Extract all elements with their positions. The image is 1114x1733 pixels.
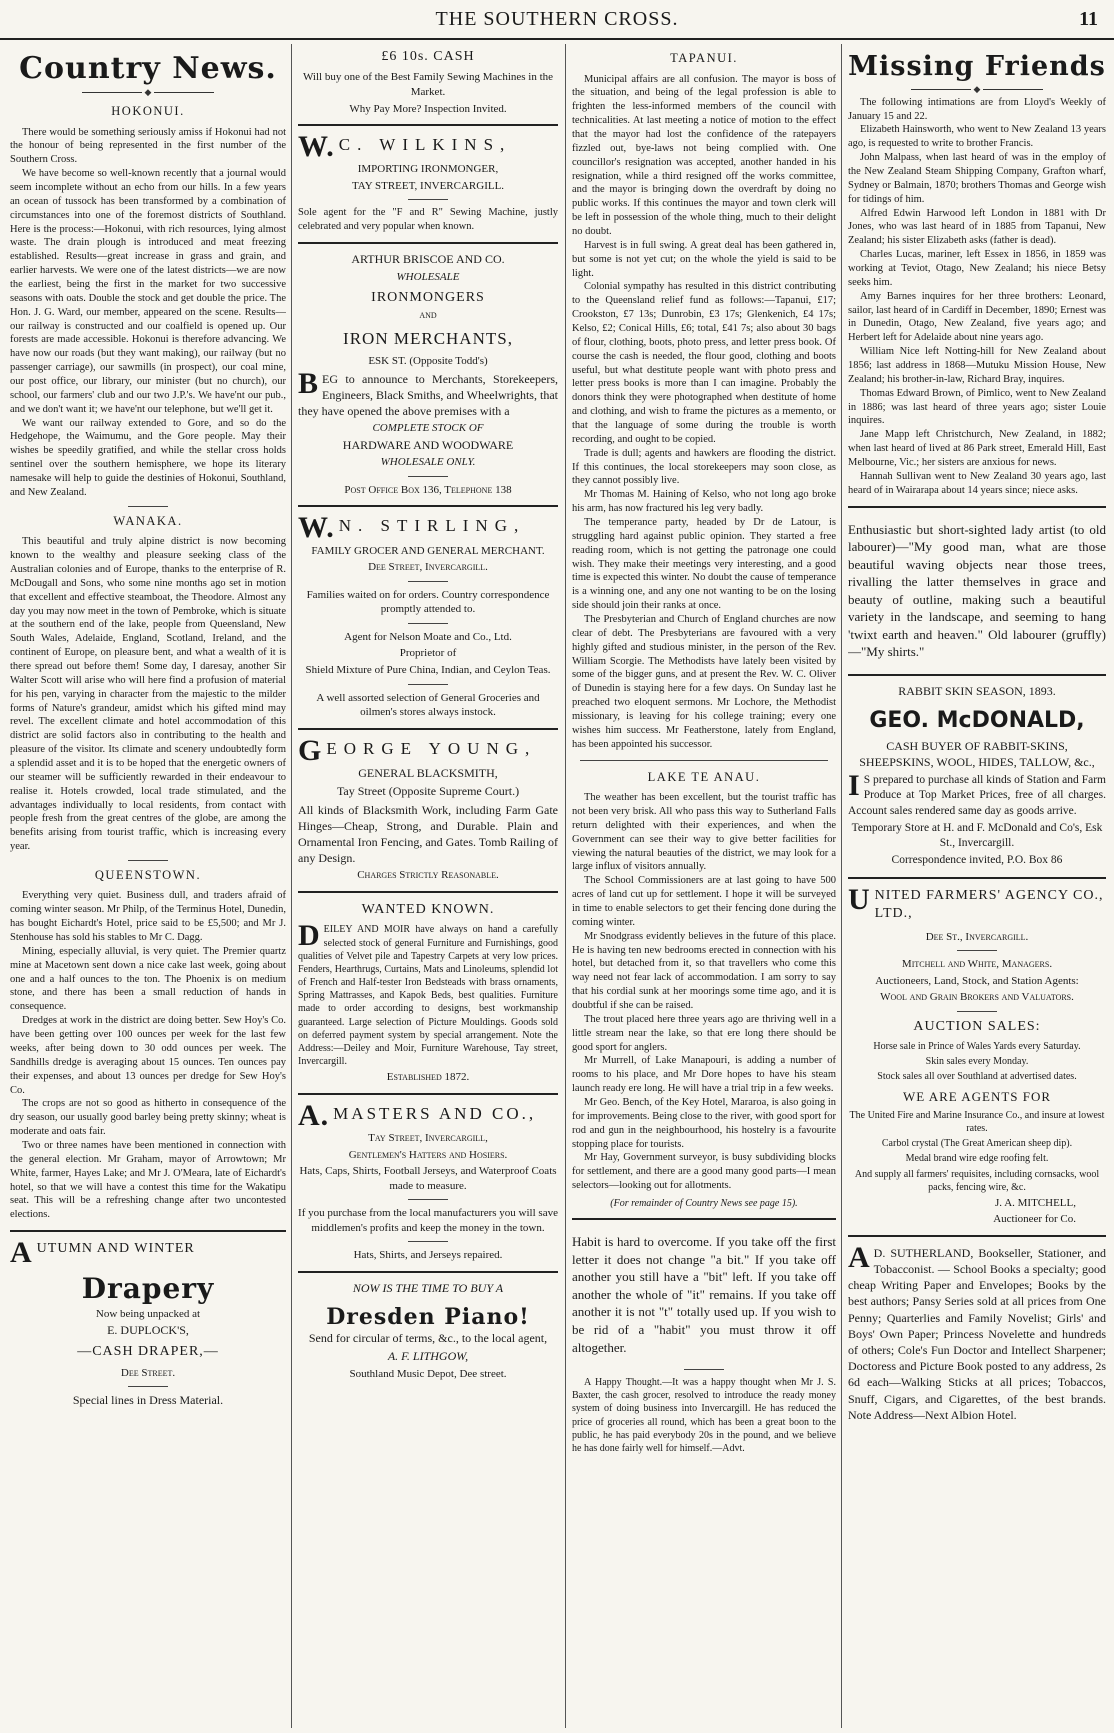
ad-text: Medal brand wire edge roofing felt. — [905, 1153, 1049, 1165]
ad-text: Correspondence invited, P.O. Box 86 — [891, 854, 1063, 867]
ad-trade: GENERAL BLACKSMITH, — [358, 765, 498, 780]
section-title-tapanui: TAPANUI. — [670, 51, 738, 65]
drop-cap: G — [298, 733, 323, 767]
advertorial-paragraph: A Happy Thought.—It was a happy thought when Mr J. S. Baxter, the cash grocer, resolved to introduce the ready money system of doing business into Invercargill. He has reduced the price of groceries all round, which has been a great boon to the public, he has paid everybody 20s in the pound, and we believe he has done fairly well for himself.—Advt. — [572, 1377, 836, 1454]
article-paragraph: Municipal affairs are all confusion. The mayor is boss of the situation, and being of the legal profession is able to frighten the less-informed members of the council with technicalities. At last meeting a notice of motion to the effect that the mayor had lost the confidence of the ratepayers fizzled out, bye-laws not being complied with. One councillor's resignation was accepted, another handed in his resignation, while a third resigned off the works committee, and the mayor is bringing down the overdraft by doing no public works. If this continues the mayor and town clerk will be left in possession of the whole thing, much to their delight no doubt. — [572, 73, 836, 237]
ad-text: All kinds of Blacksmith Work, including Farm Gate Hinges—Cheap, Strong, and Durable. Plain and Ornamental Iron Fencing, and Gates. Tomb Railing of any Design. — [298, 802, 558, 866]
drop-cap: U — [848, 882, 871, 916]
ad-trade: —CASH DRAPER,— — [77, 1344, 219, 1360]
missing-item: William Nice left Notting-hill for New Zealand about 1856; last address in 1868—Mutuku Mission House, New Zealand; his brother-in-law, Richard Bray, inquires. — [848, 346, 1106, 385]
article-paragraph: Mining, especially alluvial, is very quiet. The Premier quartz mine at Macetown sent down a nice cake last week, going about one and a half ounces to the ton. The Phoenix is on medium stone, and there has been a small reduction of hands in consequence. — [10, 945, 286, 1013]
missing-item: Elizabeth Hainsworth, who went to New Zealand 13 years ago, is requested to write to brother Francis. — [848, 124, 1106, 150]
ad-headline: NOW IS THE TIME TO BUY A — [352, 1280, 504, 1295]
ad-text: Will buy one of the Best Family Sewing Machines in the Market. — [302, 71, 554, 98]
ad-text: Horse sale in Prince of Wales Yards every Saturday. — [873, 1041, 1081, 1053]
ad-trade: FAMILY GROCER AND GENERAL MERCHANT. — [311, 544, 545, 557]
divider — [298, 124, 558, 126]
divider — [408, 199, 448, 200]
ad-trade: Gentlemen's Hatters and Hosiers. — [348, 1148, 508, 1161]
section-title-wanaka: WANAKA. — [113, 513, 183, 528]
missing-item: Charles Lucas, mariner, left Essex in 1856, in 1859 was working at Teviot, Otago, New Zealand; his niece Betsy seeks him. — [848, 249, 1106, 288]
divider — [580, 760, 828, 761]
drop-cap: D — [298, 919, 320, 953]
divider — [957, 950, 997, 951]
divider — [684, 1369, 724, 1370]
briscoe-advert — [298, 252, 558, 497]
column-4 — [848, 44, 1106, 1728]
article-paragraph: The weather has been excellent, but the tourist traffic has not been very brisk. All who pass this way to Sutherland Falls return delighted with their experiences, and when the Government can see their way to give better facilities for viewing the natural beauties of the district, we may look for a large influx of visitors annually. — [572, 792, 836, 873]
ornament-divider: ◆ — [10, 87, 286, 97]
ad-name: GEO. McDONALD, — [869, 707, 1085, 733]
divider — [408, 581, 448, 582]
ad-text: Carbol crystal (The Great American sheep dip). — [881, 1138, 1073, 1150]
article-paragraph: We have become so well-known recently that a journal would seem incomplete without an echo from our hills. In a few years an ocean of tussock has been transformed by a combination of circumstances into one of the foremost districts of Southland. Here is the process:—Hokonui, with rich resources, lying almost waste. The drain plough is introduced and meat freezing established. Results—great increase in grass and grain, and earlier harvests. We were one of the latest districts—we are now the earliest, being the first in the market for two successive seasons with oats. Double the stock and get double the price. The Hon. J. G. Ward, our member, appeared on the scene. Results—our railway is constructed and our coalfield is opened up. Our forests are made accessible. Hokonui is therefore advancing. We have now our roads (but they want making), our railway (but no passenger carriage), our sawmills (in prospect), our coal mine, our post office, our library, our minister (but no church), our school, our farmers' club and our two J.P.'s. We have'nt our pub., and we don't want it; we have'nt our telephone, but we'll get it. — [10, 168, 286, 415]
drop-cap: W. — [298, 130, 335, 164]
country-news-heading: Country News. — [19, 51, 277, 86]
ad-street: TAY STREET, INVERCARGILL. — [351, 179, 505, 192]
ad-text: WHOLESALE — [396, 271, 460, 284]
ad-text: COMPLETE STOCK OF — [372, 422, 484, 435]
divider — [128, 1386, 168, 1387]
ad-text: Hats, Caps, Shirts, Football Jerseys, and Waterproof Coats made to measure. — [299, 1165, 557, 1192]
article-paragraph: Mr Murrell, of Lake Manapouri, is adding a number of rooms to his place, and Mr Dore hopes to have his steam launch ready ere long. He will have a trial trip in a few weeks. — [572, 1055, 836, 1095]
divider — [408, 684, 448, 685]
ad-text: Temporary Store at H. and F. McDonald and Co's, Esk St., Invercargill. — [851, 822, 1103, 850]
ad-text: Special lines in Dress Material. — [72, 1393, 224, 1408]
ad-trade: IMPORTING IRONMONGER, — [357, 163, 499, 176]
ad-text: Send for circular of terms, &c., to the local agent, — [308, 1331, 548, 1345]
ad-headline — [10, 1236, 286, 1270]
divider — [298, 1271, 558, 1273]
drop-cap: A — [848, 1240, 870, 1274]
divider — [298, 242, 558, 244]
column-rule — [565, 44, 566, 1728]
ad-text: Established 1872. — [386, 1071, 470, 1084]
missing-item: Amy Barnes inquires for her three brothers: Leonard, sailor, last heard of in Cardiff in December, 1890; Ernest was in Dunedin, Otago, New Zealand, five years ago; and Herbert left for Adelaide about nine years ago. — [848, 290, 1106, 344]
ad-text: EG to announce to Merchants, Storekeepers, Engineers, Black Smiths, and Wheelwrights, that they have opened the above premises with a — [298, 371, 558, 418]
ad-text: Mitchell and White, Managers. — [901, 958, 1053, 971]
divider — [572, 1218, 836, 1220]
ad-name: MASTERS AND CO., — [333, 1103, 537, 1123]
ad-headline — [848, 882, 1106, 924]
ad-name: E. DUPLOCK'S, — [107, 1323, 189, 1338]
article-paragraph: This beautiful and truly alpine district is now becoming known to the wealthy and pleasure seeking class of the Australian colonies and of Europe, thanks to the enterprise of R. McDougall and Sons, who some nine months ago set in motion that excellent and effective steamboat, the Theodore. Almost any day you may now meet in the town of Pembroke, which is situate at the southern end of the lake, people from Queensland, New South Wales, Adelaide, England, Scotland, Ireland, and the continent of Europe, on pleasure bent, and what a wealth of it is there spread out before them! Some day, I daresay, another Sir Walter Scott will arise who will here find a profusion of material for his pen, varying in character from the majestic to the milder forms of Nature's grandeur, amidst which his gifted mind may revel. The excellent climate and hotel accommodation of this district are solid factors also in contributing to the health and pleasure of the visitor. Its climate and scenery undoubtedly form a splendid asset and it is to be hoped that the energetic owners of our steamer will be sufficiently rewarded in their endeavour to realise it. Hotels crowded, local trade stimulated, and the advantages individually to local residents, from contact with people fresh from the great centres of the globe, are among the benefits arising from tourist traffic, which is increasing every year. — [10, 536, 286, 853]
ad-street: Dee Street. — [120, 1366, 176, 1379]
ad-text: Southland Music Depot, Dee street. — [349, 1367, 507, 1380]
ad-text: The United Fire and Marine Insurance Co., and insure at lowest rates. — [849, 1109, 1105, 1134]
newspaper-title: THE SOUTHERN CROSS. — [435, 8, 679, 30]
ad-signature: Auctioneer for Co. — [993, 1213, 1076, 1226]
missing-item: Thomas Edward Brown, of Pimlico, went to New Zealand in 1886; was last heard of three years ago; sister Louie inquires. — [848, 387, 1106, 427]
ad-headline: WANTED KNOWN. — [361, 901, 495, 917]
article-paragraph: Everything very quiet. Business dull, and traders afraid of coming winter season. Mr Philp, of the Terminus Hotel, Dunedin, has bought Eichardt's Hotel, price said to be £5,500; and Mr J. Stenhouse has sold his stables to Mr C. Dagg. — [10, 890, 286, 944]
ad-name: EORGE YOUNG, — [326, 738, 537, 758]
divider — [848, 506, 1106, 508]
ad-text: Sole agent for the "F and R" Sewing Machine, justly celebrated and very popular when known. — [298, 207, 558, 233]
column-3 — [572, 44, 836, 1728]
ad-street: Dee St., Invercargill. — [925, 930, 1029, 943]
article-paragraph: The trout placed here three years ago are thriving well in a little stream near the lake, so that ere long there should be good sport for anglers. — [572, 1013, 836, 1053]
piano-advert — [298, 1281, 558, 1381]
missing-item: Jane Mapp left Christchurch, New Zealand, in 1882; when last heard of lived at 86 Park street, Emerald Hill, East Melbourne, Vic.; her sisters are anxious for news. — [848, 429, 1106, 469]
ad-body — [848, 768, 1106, 820]
ad-trade: IRONMONGERS — [371, 289, 485, 305]
article-paragraph: Trade is dull; agents and hawkers are flooding the district. If this continues, the local storekeepers may soon close, as they cannot possibly live. — [572, 447, 836, 487]
drop-cap: I — [848, 768, 860, 802]
ad-text: Skin sales every Monday. — [925, 1056, 1029, 1068]
wilkins-advert — [298, 130, 558, 234]
stirling-advert — [298, 511, 558, 719]
article-paragraph: Two or three names have been mentioned in connection with the general election. Mr Graham, mayor of Arrowtown; Mr White, farmer, Hayes Lake; and Mr J. O'Meara, late of Eichardt's hotel, so that we will have a contest this time for the Wakatipu seat. This will be a refreshing change after two uncontested elections. — [10, 1139, 286, 1221]
ad-body — [298, 366, 558, 420]
ad-subheading: WE ARE AGENTS FOR — [902, 1088, 1052, 1104]
article-paragraph: Mr Geo. Bench, of the Key Hotel, Mararoa, is also going in for improvements. Being close to the river, with good sport for rod and gun in the neighbourhood, his hostelry is a favourite stopping place for tourists. — [572, 1097, 836, 1150]
section-title-hokonui: HOKONUI. — [111, 104, 185, 118]
ad-name: N. STIRLING, — [338, 516, 526, 536]
ad-text: HARDWARE AND WOODWARE — [342, 437, 514, 452]
ad-text: EILEY AND MOIR have always on hand a carefully selected stock of general Furniture and Furnishings, good qualities of Velvet pile and Tapestry Carpets at very low prices. Fenders, Hearthrugs, Curtains, Mats and Linoleums, splendid lot of French and Half-tester Iron Bedsteads with brass ornaments, Spring Mattrasses, and Kapok Beds, best qualities. Furniture made to order according to designs, best workmanship guaranteed. Large selection of Picture Mouldings. Goods sold on deferred payment system by special arrangement. Note the Address:—Deiley and Moir, Furniture Warehouse, Tay street, Invercargill. — [298, 924, 558, 1068]
ad-text: Agent for Nelson Moate and Co., Ltd. — [344, 630, 512, 643]
divider — [298, 891, 558, 893]
continuation-note: (For remainder of Country News see page 15). — [610, 1198, 798, 1210]
ad-trade: CASH BUYER OF RABBIT-SKINS, SHEEPSKINS, WOOL, HIDES, TALLOW, &c., — [859, 738, 1095, 769]
ad-text: Hats, Shirts, and Jerseys repaired. — [353, 1249, 503, 1262]
divider — [408, 1199, 448, 1200]
article-paragraph: There would be something seriously amiss if Hokonui had not the honour of being represented in the first number of the Southern Cross. — [10, 126, 286, 166]
column-rule — [841, 44, 842, 1728]
ad-text: Wool and Grain Brokers and Valuators. — [880, 991, 1074, 1004]
drop-cap: B — [298, 366, 319, 400]
drapery-heading: Drapery — [81, 1272, 215, 1306]
ad-text: WHOLESALE ONLY. — [380, 456, 476, 469]
divider — [408, 476, 448, 477]
young-advert — [298, 733, 558, 883]
missing-item: Alfred Edwin Harwood left London in 1881 with Dr Jones, who was last heard of in 1885 from Tapanui, New Zealand; his sister Elizabeth asks (father is dead). — [848, 207, 1106, 247]
ad-street: ESK ST. (Opposite Todd's) — [368, 355, 488, 367]
ad-text: Charges Strictly Reasonable. — [357, 869, 499, 882]
ad-headline — [298, 511, 558, 545]
habit-paragraph: Habit is hard to overcome. If you take off the first letter it does not change "a bit." If you take off another you still have a "bit" left. If you take off another the whole of "it" remains. If you take off another it is not "t" totally used up. If you wish to be rid of a "habit" you must throw it off altogether. — [572, 1234, 836, 1355]
ad-text: Auctioneers, Land, Stock, and Station Agents: — [875, 974, 1079, 987]
dresden-piano-heading: Dresden Piano! — [326, 1303, 530, 1330]
sutherland-advert — [848, 1240, 1106, 1423]
article-paragraph: Harvest is in full swing. A great deal has been gathered in, but some is not yet cut; on the whole the yield is said to be light. — [572, 239, 836, 279]
article-paragraph: The School Commissioners are at last going to have 500 acres of land cut up for settlement. I hope it will be surveyed in time to enable selectors to get their fencing done during the coming winter. — [572, 875, 836, 928]
ad-text: Why Pay More? Inspection Invited. — [349, 102, 507, 115]
section-title-te-anau: LAKE TE ANAU. — [647, 769, 761, 784]
ad-headline-text: UTUMN AND WINTER — [36, 1241, 195, 1257]
mcdonald-advert — [848, 706, 1106, 869]
divider — [128, 506, 168, 507]
ad-name: C. WILKINS, — [338, 135, 512, 155]
ad-name: NITED FARMERS' AGENCY CO., LTD., — [874, 887, 1104, 922]
divider — [408, 623, 448, 624]
section-title-queenstown: QUEENSTOWN. — [94, 867, 202, 882]
ad-trade: IRON MERCHANTS, — [343, 328, 513, 348]
article-paragraph: Mr Snodgrass evidently believes in the future of this place. He is having ten new bedrooms erected in connection with his hotel, but detached from it, so that travellers who come this way need not fear lack of accommodation. I am sorry to say that his cordial sunk at her moorings some time ago, and it is doubtful if she can be raised. — [572, 930, 836, 1011]
ad-name: A. F. LITHGOW, — [387, 1348, 469, 1363]
artist-anecdote: Enthusiastic but short-sighted lady artist (to old labourer)—"My good man, what are those beautiful waving objects near those trees, rivalling the latter themselves in grace and beauty of outline, making such a beautiful variety in the landscape, and seeming to hang 'twixt earth and heaven." Old labourer (gruffly)—"My shirts." — [848, 521, 1106, 660]
column-rule — [291, 44, 292, 1728]
ad-headline — [298, 1098, 558, 1132]
drop-cap: A. — [298, 1098, 330, 1132]
ad-name: ARTHUR BRISCOE AND CO. — [351, 252, 505, 267]
divider — [408, 1241, 448, 1242]
article-paragraph: We want our railway extended to Gore, and so do the Hedgehope, the Waimumu, and the Gore people. May their wishes be speedily gratified, and while the stellar cross holds sentinel over the southern hemisphere, we hope its literary namesake will help to guide the destinies of Hokonui, Southland, and New Zealand. — [10, 417, 286, 498]
masthead — [0, 0, 1114, 40]
article-paragraph: The crops are not so good as hitherto in consequence of the dry season, our usually good barley being pretty skinny; wheat is moderate and oats fair. — [10, 1098, 286, 1138]
ad-text: And supply all farmers' requisites, including cornsacks, wool packs, fencing wire, &c. — [854, 1168, 1100, 1193]
drop-cap: A — [10, 1236, 33, 1270]
ad-signature: J. A. MITCHELL, — [995, 1196, 1076, 1209]
missing-friends-heading: Missing Friends — [848, 51, 1106, 82]
article-paragraph: The following intimations are from Lloyd's Weekly of January 15 and 22. — [848, 96, 1106, 122]
ad-text: AND — [419, 311, 437, 321]
page-number: 11 — [1079, 8, 1098, 30]
ad-text: Families waited on for orders. Country correspondence promptly attended to. — [306, 588, 550, 616]
column-1 — [10, 44, 286, 1728]
ad-text: A well assorted selection of General Groceries and oilmen's stores always instock. — [316, 691, 540, 719]
ad-street: Dee Street, Invercargill. — [368, 561, 488, 574]
ad-text: Stock sales all over Southland at advertised dates. — [877, 1071, 1077, 1083]
divider — [298, 505, 558, 507]
ad-subheading: AUCTION SALES: — [913, 1018, 1041, 1034]
masters-advert — [298, 1098, 558, 1263]
ad-headline — [298, 130, 558, 164]
wanted-known-advert — [298, 901, 558, 1085]
divider — [957, 1011, 997, 1012]
divider — [848, 674, 1106, 676]
duplock-advert — [10, 1236, 286, 1409]
ad-street: Tay Street, Invercargill, — [368, 1132, 488, 1145]
ornament-divider: ◆ — [848, 84, 1106, 94]
ad-text: S prepared to purchase all kinds of Station and Farm Produce at Top Market Prices, free of all charges. Account sales rendered same day as goods arrive. — [848, 773, 1106, 817]
divider — [298, 1093, 558, 1095]
missing-item: John Malpass, when last heard of was in the employ of the New Zealand Steam Shipping Company, Grafton wharf, Sydney or Balmain, 1870; brothers Thomas and George wish for tidings of him. — [848, 152, 1106, 205]
ad-text: If you purchase from the local manufacturers you will save middlemen's profits and keep the money in the town. — [298, 1207, 558, 1234]
sewing-machine-advert — [298, 48, 558, 116]
ad-headline — [298, 733, 558, 767]
ad-headline: £6 10s. CASH — [381, 49, 475, 64]
article-paragraph: Colonial sympathy has resulted in this district contributing to the Queensland relief fund as follows:—Tapanui, £17; Crookston, £7 13s; Dunrobin, £3 17s; Glenkenich, £4 17s; Kelso, £2; Conical Hills, £6; total, £41 7s; also about 30 bags of flour, clothing, boots, photo press, and letter press book. Of course the cash is needed, the flour good, clothing and boots useful, but what destitute people want with photo press and letter press books is more than I can imagine. Probably the donors think they were photographed when destitute of home and clothing, and wish to frame the pictures as a memento, or that the language of some during the trouble is worth recording, and ought to be copied. — [572, 281, 836, 445]
divider — [298, 728, 558, 730]
ad-text: D. SUTHERLAND, Bookseller, Stationer, and Tobacconist. — School Books a specialty; good cheap Writing Paper and Envelopes; Books by the best authors; Pansy Series sold at all prices from One Penny; Quarterlies and Family Novelist; Girls' and Boys' Own Paper; Princess Novelette and hundreds of others; Cole's Fun Doctor and Intellect Sharpener; Doctoress and Picture Book posted to any address, 2s 6d each—Walking Sticks at all prices; Tobaccos, Snuff, Cigars, and Cigarettes, of the best brands. Note Address—Next Albion Hotel. — [848, 1245, 1106, 1422]
ad-text: Shield Mixture of Pure China, Indian, and Ceylon Teas. — [305, 663, 551, 676]
article-paragraph: Mr Hay, Government surveyor, is busy subdividing blocks for settlement, and there are a good many good parts—I mean selectors—looking out for allotments. — [572, 1152, 836, 1192]
divider — [848, 1235, 1106, 1237]
ad-text: Now being unpacked at — [95, 1307, 201, 1320]
ad-text: Proprietor of — [399, 647, 457, 660]
ad-body — [298, 919, 558, 1068]
column-2 — [298, 44, 558, 1728]
article-paragraph: The Presbyterian and Church of England churches are now clear of debt. The Presbyterians are favoured with a very highly gifted and studious minister, in the person of the Rev. William Scorgie. The Methodists have lately been visited by some of the bigger guns, and at present the Rev. W. C. Oliver of Dunedin is staying here for a few days. On Sunday last he preached two eloquent sermons. Mr Lochore, the Methodist missionary, is leaving for his college training; every one wishes him success. Mr Featherstone, lately from England, has been appointed his successor. — [572, 614, 836, 750]
article-paragraph: Dredges at work in the district are doing better. Sew Hoy's Co. have been getting over 100 ounces per week for the last few weeks, after being down to 30 odd ounces per week. The Sandhills dredge is averaging about 15 ounces. Ten ounces pay their expenses, and about 13 ounces per dredge for Sew Hoy's Co. — [10, 1015, 286, 1096]
divider — [848, 877, 1106, 879]
united-farmers-advert — [848, 882, 1106, 1227]
drop-cap: W. — [298, 511, 335, 545]
article-paragraph: Mr Thomas M. Haining of Kelso, who not long ago broke his arm, has now fractured his leg very badly. — [572, 489, 836, 515]
missing-item: Hannah Sullivan went to New Zealand 30 years ago, last heard of in Wairarapa about 14 years since; niece asks. — [848, 470, 1106, 496]
ad-text: Post Office Box 136, Telephone 138 — [344, 483, 512, 496]
divider — [10, 1230, 286, 1232]
rabbit-season-heading: RABBIT SKIN SEASON, 1893. — [898, 683, 1056, 698]
divider — [128, 860, 168, 861]
ad-street: Tay Street (Opposite Supreme Court.) — [336, 783, 520, 798]
article-paragraph: The temperance party, headed by Dr de Latour, is struggling hard against public opinion. They started a free reading room, which is not getting the patronage one could wish. They make their meetings very interesting, and a good time is expected this winter. No doubt the cause of temperance is a winning one, and any one not wanting to be on the losing side should join their ranks at once. — [572, 517, 836, 612]
